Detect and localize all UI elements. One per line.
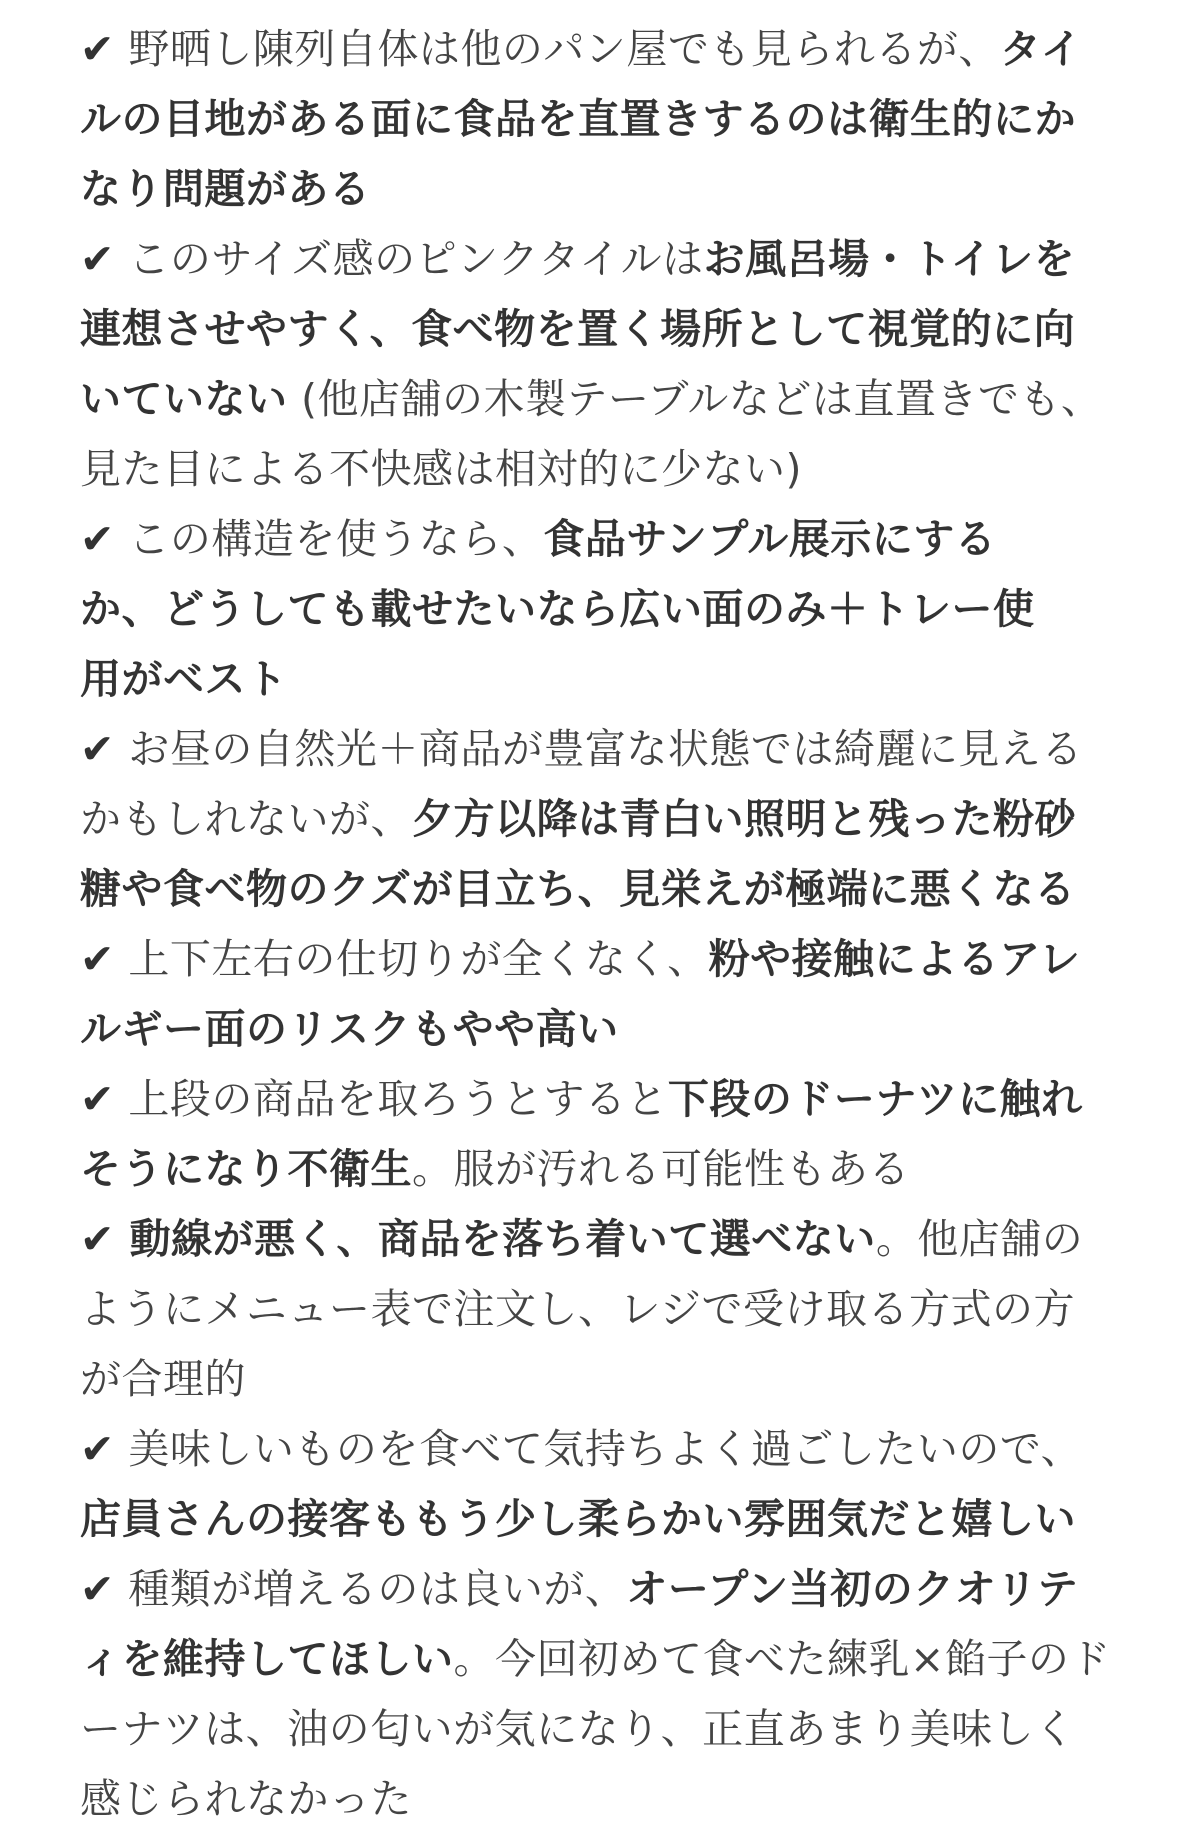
check-mark-icon: ✔ [80,935,115,983]
bold-text-segment: ルの目地がある面に食品を直置きするのは衛生的にか [80,95,1076,143]
text-segment: (他店舗の木製テーブルなどは直置きでも、 [287,375,1103,423]
text-segment: 見た目による不快感は相対的に少ない) [80,445,802,493]
text-segment: が合理的 [80,1355,246,1403]
text-line [80,84,1120,154]
bold-text-segment: 連想させやすく、食べ物を置く場所として視覚的に向 [80,305,1076,353]
text-segment: 上段の商品を取ろうとすると [114,1075,668,1123]
text-segment: 。今回初めて食べた練乳×餡子のド [453,1635,1111,1683]
text-segment: 上下左右の仕切りが全くなく、 [114,935,709,983]
bold-text-segment: タイ [999,25,1083,73]
text-segment: ようにメニュー表で注文し、レジで受け取る方式の方 [80,1285,1075,1333]
text-line [80,504,1120,574]
text-line [80,434,1120,504]
bold-text-segment: 糖や食べ物のクズが目立ち、見栄えが極端に悪くなる [80,865,1076,913]
bold-text-segment: いていない [80,375,288,423]
bold-text-segment: オープン当初のクオリテ [626,1565,1079,1613]
text-line [80,574,1120,644]
text-line [80,1764,1120,1834]
text-segment: 種類が増えるのは良いが、 [114,1565,627,1613]
check-mark-icon: ✔ [80,1425,115,1473]
bold-text-segment: 夕方以降は青白い照明と残った粉砂 [412,795,1076,843]
bold-text-segment: 粉や接触によるアレ [708,935,1081,983]
text-line [80,714,1120,784]
text-line [80,1414,1120,1484]
check-mark-icon: ✔ [80,1075,115,1123]
bold-text-segment: 下段のドーナツに触れ [667,1075,1083,1123]
text-line [80,1694,1120,1764]
bold-text-segment: そうになり不衛生 [80,1145,412,1193]
text-line [80,1624,1120,1694]
text-line [80,1064,1120,1134]
text-segment: この構造を使うなら、 [114,515,544,563]
text-line [80,1134,1120,1204]
check-mark-icon: ✔ [80,1565,115,1613]
text-line [80,14,1120,84]
text-line [80,854,1120,924]
text-segment: このサイズ感のピンクタイルは [114,235,704,283]
review-text-body [80,14,1120,1834]
check-mark-icon: ✔ [80,25,115,73]
bold-text-segment: か、どうしても載せたいなら広い面のみ＋トレー使 [80,585,1035,633]
check-mark-icon: ✔ [80,725,115,773]
check-mark-icon: ✔ [80,1215,115,1263]
text-line [80,994,1120,1064]
text-line [80,1274,1120,1344]
text-line [80,364,1120,434]
bold-text-segment: 店員さんの接客ももう少し柔らかい雰囲気だと嬉しい [80,1495,1076,1543]
bold-text-segment: なり問題がある [80,165,371,213]
text-segment: 。他店舗の [875,1215,1084,1263]
text-segment: 感じられなかった [80,1775,412,1823]
check-mark-icon: ✔ [80,515,115,563]
text-line [80,924,1120,994]
bold-text-segment: 動線が悪く、商品を落ち着いて選べない [114,1215,876,1263]
bold-text-segment: 食品サンプル展示にする [543,515,997,563]
bold-text-segment: ィを維持してほしい [80,1635,454,1683]
text-line [80,224,1120,294]
text-line [80,1554,1120,1624]
bold-text-segment: ルギー面のリスクもやや高い [80,1005,619,1053]
text-line [80,784,1120,854]
text-segment: 美味しいものを食べて気持ちよく過ごしたいので、 [114,1425,1083,1473]
text-line [80,1344,1120,1414]
text-segment: 。服が汚れる可能性もある [412,1145,910,1193]
text-line [80,294,1120,364]
text-line [80,154,1120,224]
text-segment: かもしれないが、 [80,795,412,843]
bold-text-segment: 用がベスト [80,655,288,703]
text-segment: 野晒し陳列自体は他のパン屋でも見られるが、 [114,25,1000,73]
text-segment: お昼の自然光＋商品が豊富な状態では綺麗に見える [114,725,1083,773]
text-line [80,644,1120,714]
text-line [80,1204,1120,1274]
text-segment: ーナツは、油の匂いが気になり、正直あまり美味しく [80,1705,1076,1753]
text-line [80,1484,1120,1554]
check-mark-icon: ✔ [80,235,115,283]
bold-text-segment: お風呂場・トイレを [703,235,1076,283]
